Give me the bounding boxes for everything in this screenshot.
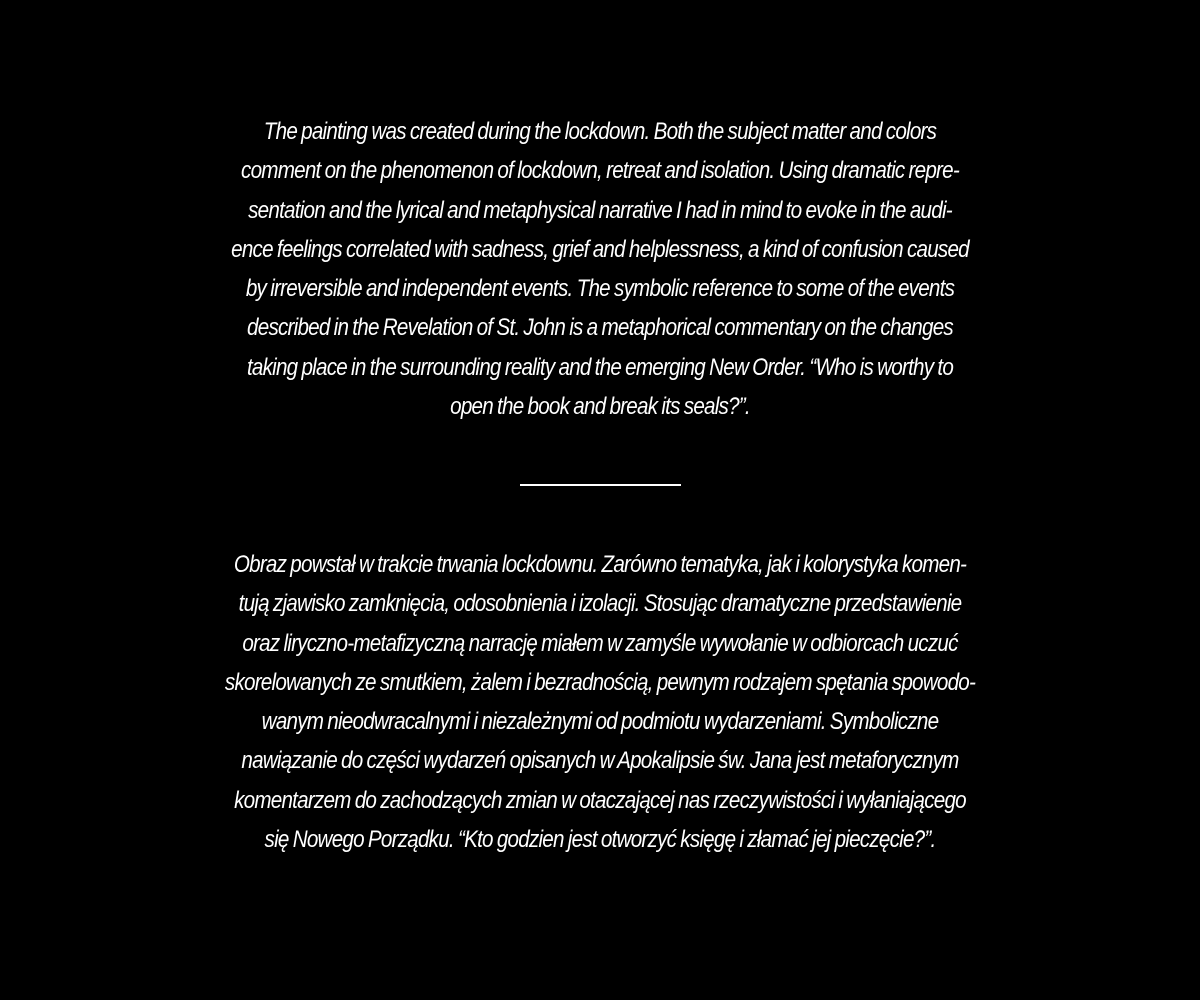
text-line: oraz liryczno-metafizyczną narrację miałem w zamyśle wywołanie w odbiorcach uczuć [242, 629, 958, 657]
text-line: The painting was created during the lockdown. Both the subject matter and colors [263, 118, 937, 145]
text-line: by irreversible and independent events. The symbolic reference to some of the events [245, 275, 955, 303]
text-line: się Nowego Porządku. “Kto godzien jest otworzyć księgę i złamać jej pieczęcie?”. [264, 826, 936, 854]
section-divider [520, 484, 681, 486]
text-line: nawiązanie do części wydarzeń opisanych w Apokalipsie św. Jana jest metaforycznym [241, 747, 959, 775]
text-line: wanym nieodwracalnymi i niezależnymi od podmiotu wydarzeniami. Symboliczne [261, 708, 939, 736]
text-line: open the book and break its seals?”. [450, 393, 750, 421]
english-description [170, 112, 1030, 426]
text-line: described in the Revelation of St. John is a metaphorical commentary on the changes [247, 314, 953, 342]
text-line: komentarzem do zachodzących zmian w otaczającej nas rzeczywistości i wyłaniającego [234, 786, 966, 814]
polish-description [170, 545, 1030, 859]
text-line: comment on the phenomenon of lockdown, retreat and isolation. Using dramatic repre- [241, 157, 959, 185]
text-line: ence feelings correlated with sadness, grief and helplessness, a kind of confusion caused [231, 235, 969, 263]
text-line: Obraz powstał w trakcie trwania lockdownu. Zarówno tematyka, jak i kolorystyka komen- [233, 551, 967, 578]
text-line: sentation and the lyrical and metaphysical narrative I had in mind to evoke in the audi- [248, 196, 952, 224]
text-line: taking place in the surrounding reality and the emerging New Order. “Who is worthy to [246, 353, 954, 381]
text-line: tują zjawisko zamknięcia, odosobnienia i izolacji. Stosując dramatyczne przedstawienie [238, 590, 962, 618]
text-line: skorelowanych ze smutkiem, żalem i bezradnością, pewnym rodzajem spętania spowodo- [224, 668, 976, 696]
